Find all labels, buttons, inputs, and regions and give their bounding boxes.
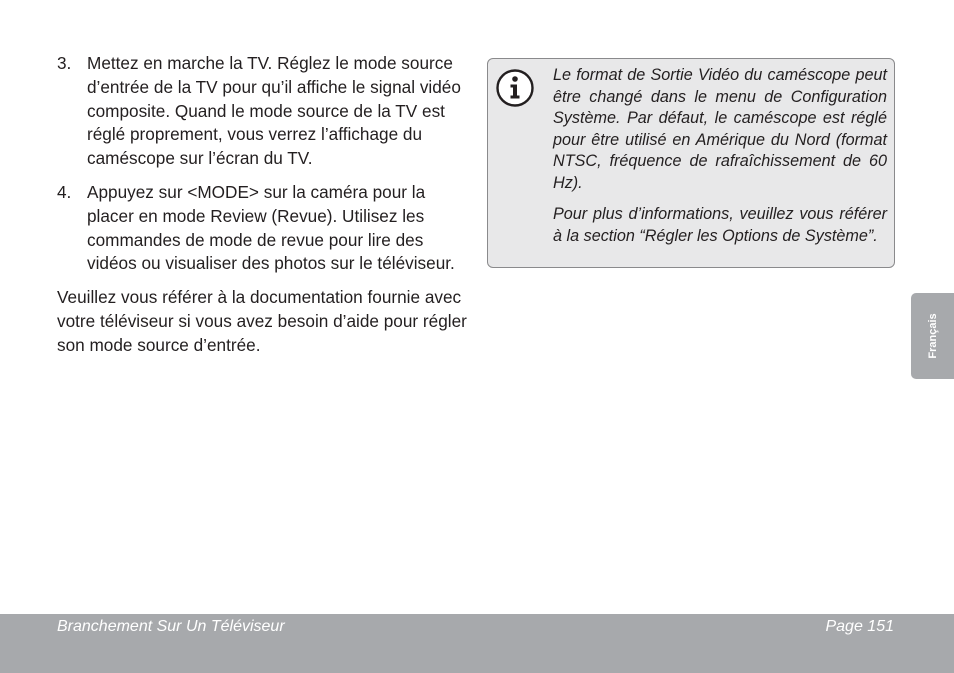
- step-text: Appuyez sur <MODE> sur la caméra pour la placer en mode Review (Revue). Utilisez les commandes de mode de revue pour lire des vidéos ou visualiser des photos sur le téléviseur.: [87, 181, 455, 274]
- page-footer: [0, 614, 954, 673]
- list-item: [57, 181, 467, 276]
- note-paragraph: Le format de Sortie Vidéo du caméscope peut être changé dans le menu de Configuration Système. Par défaut, le caméscope est réglé pour être utilisé en Amérique du Nord (format NTSC, fréquence de rafraîchissement de 60 Hz).: [553, 66, 887, 192]
- info-icon: [495, 68, 535, 108]
- note-text: [553, 65, 887, 257]
- language-tab-label: Français: [926, 313, 939, 359]
- language-tab: [911, 293, 954, 379]
- step-number: 4.: [57, 181, 72, 202]
- step-text: Mettez en marche la TV. Réglez le mode source d’entrée de la TV pour qu’il affiche le signal vidéo composite. Quand le mode source de la TV est réglé proprement, vous verrez l’affichage du caméscope sur l’écran du TV.: [87, 53, 461, 169]
- page-number: Page 151: [825, 618, 894, 635]
- step-number: 3.: [57, 53, 72, 73]
- body-paragraph: Veuillez vous référer à la documentation fournie avec votre téléviseur si vous avez besoin d’aide pour régler son mode source d’entrée.: [57, 287, 467, 355]
- note-paragraph: Pour plus d’informations, veuillez vous référer à la section “Régler les Options de Système”.: [553, 205, 887, 245]
- list-item: [57, 52, 467, 171]
- info-note-box: [487, 58, 895, 268]
- main-content: [57, 52, 467, 375]
- footer-section-title: Branchement Sur Un Téléviseur: [57, 618, 285, 635]
